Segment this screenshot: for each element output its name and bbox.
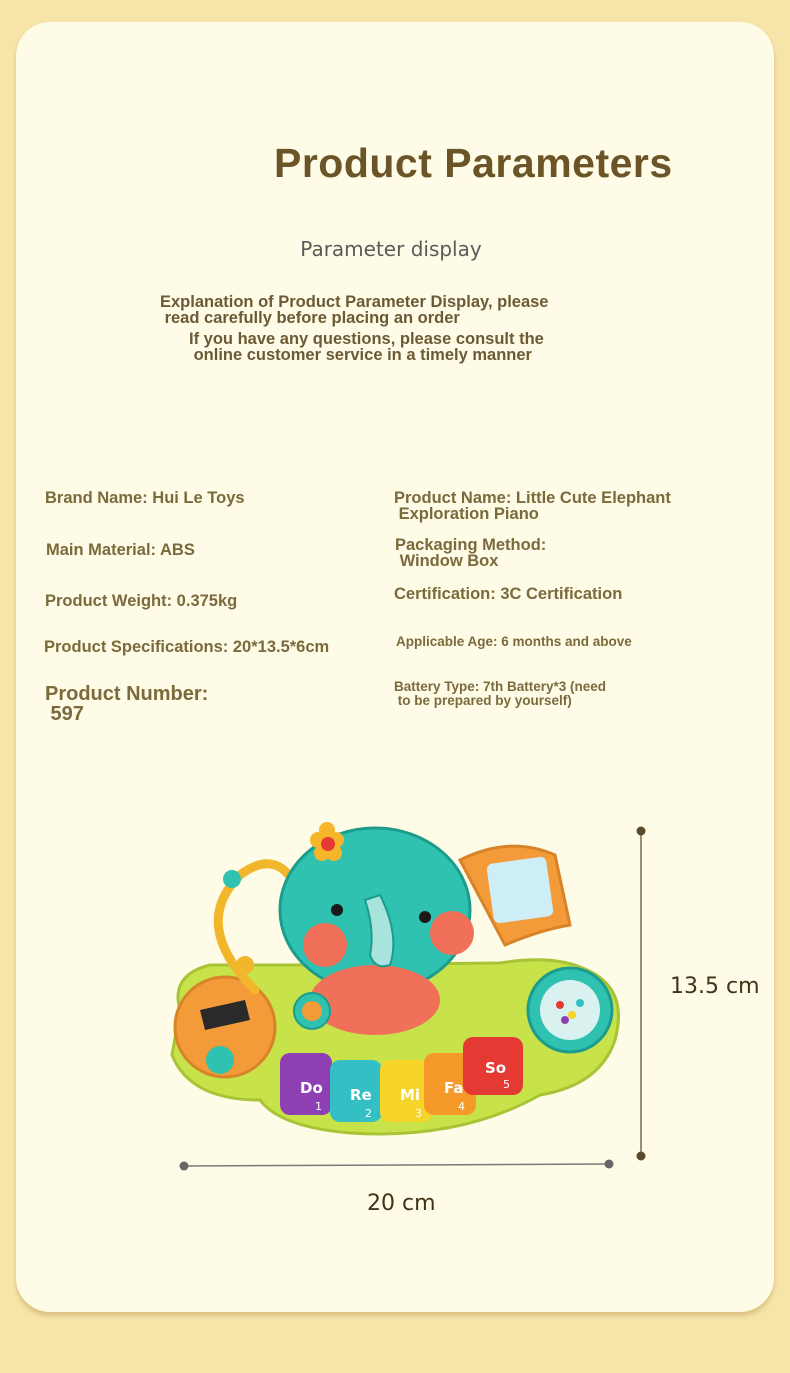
param-age: Applicable Age: 6 months and above [396, 634, 632, 649]
key-label-do: Do [300, 1079, 323, 1097]
flower-icon [310, 822, 344, 861]
key-number-1: 1 [315, 1100, 322, 1113]
param-specifications: Product Specifications: 20*13.5*6cm [44, 638, 330, 656]
key-number-4: 4 [458, 1100, 465, 1113]
param-brand: Brand Name: Hui Le Toys [45, 489, 245, 507]
elephant-piano-toy-image [160, 815, 630, 1145]
width-label: 20 cm [367, 1191, 436, 1216]
ring-bead [236, 956, 254, 974]
notice-explanation: Explanation of Product Parameter Display, please read carefully before placing an order [160, 293, 549, 327]
key-number-3: 3 [415, 1107, 422, 1120]
dial-knob [206, 1046, 234, 1074]
height-label: 13.5 cm [670, 974, 760, 999]
page-title: Product Parameters [274, 140, 673, 186]
param-battery: Battery Type: 7th Battery*3 (need to be prepared by yourself) [394, 679, 607, 708]
rattle-bead [556, 1001, 564, 1009]
key-number-5: 5 [503, 1078, 510, 1091]
key-label-mi: Mi [400, 1086, 421, 1104]
elephant-eye [331, 904, 343, 916]
key-number-2: 2 [365, 1107, 372, 1120]
key-label-so: So [485, 1059, 507, 1077]
param-weight: Product Weight: 0.375kg [45, 592, 238, 610]
notice-consult: If you have any questions, please consult the online customer service in a timely manner [189, 330, 544, 364]
param-product-name: Product Name: Little Cute Elephant Exploration Piano [394, 489, 671, 523]
page-subtitle: Parameter display [300, 237, 482, 261]
rattle-bead [561, 1016, 569, 1024]
key-label-fa: Fa [444, 1079, 464, 1097]
book-picture [486, 856, 554, 924]
rattle-bead [576, 999, 584, 1007]
rattle-bead [568, 1011, 576, 1019]
param-number: Product Number: 597 [45, 683, 209, 725]
sound-button-center [302, 1001, 322, 1021]
ring-bead [223, 870, 241, 888]
rattle-dome [540, 980, 600, 1040]
param-material: Main Material: ABS [46, 541, 195, 559]
elephant-eye [419, 911, 431, 923]
param-certification: Certification: 3C Certification [394, 585, 623, 603]
elephant-body [310, 965, 440, 1035]
elephant-cheek [430, 911, 474, 955]
elephant-cheek [303, 923, 347, 967]
param-packaging: Packaging Method: Window Box [395, 536, 547, 570]
key-label-re: Re [350, 1086, 372, 1104]
